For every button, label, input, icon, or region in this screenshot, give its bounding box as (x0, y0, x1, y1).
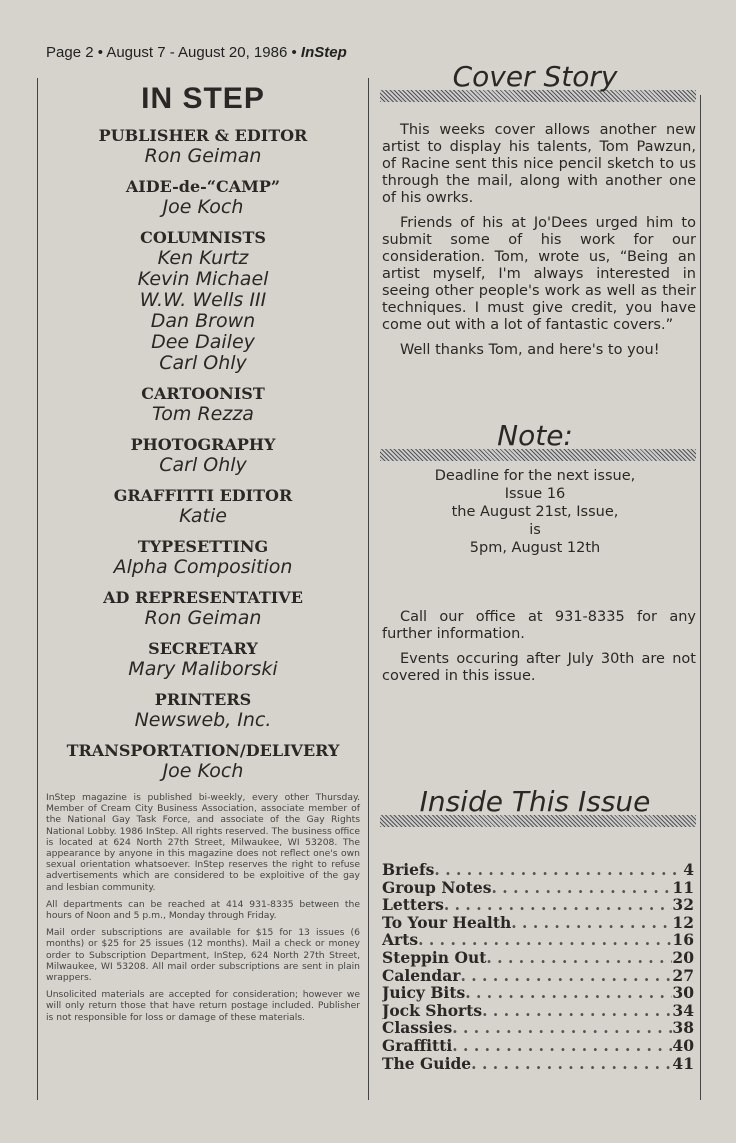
note-line: the August 21st, Issue, (451, 504, 619, 520)
toc-entry (382, 949, 694, 967)
staff-name: Katie (179, 505, 227, 527)
cover-story-paragraph: Friends of his at Jo'Dees urged him to submit some of his work for our consideration. Tom, wrote us, “Being an artist myself, I'm always interested in seeing other people's work as well as their techniques. I must give credit, you have come out with a lot of fantastic covers.” (382, 215, 696, 333)
inside-heading (370, 785, 700, 831)
leader-dots (486, 949, 672, 967)
note-line: 5pm, August 12th (469, 540, 601, 556)
toc-entry (382, 1019, 694, 1037)
leader-dots (452, 1037, 672, 1055)
leader-dots (482, 1002, 672, 1020)
staff-role: GRAFFITTI EDITOR (113, 486, 293, 505)
page-number: Page 2 (46, 44, 94, 61)
toc-label: Juicy Bits (382, 984, 466, 1002)
leader-dots (452, 1019, 672, 1037)
toc-page: 40 (672, 1036, 694, 1055)
toc-entry (382, 967, 694, 985)
right-column (370, 60, 700, 1072)
note-paragraph: Call our office at 931-8335 for any further information. (382, 609, 696, 642)
leader-dots (444, 896, 673, 914)
page-header (46, 44, 347, 61)
toc-entry (382, 861, 694, 879)
leader-dots (492, 879, 673, 897)
staff-role: TRANSPORTATION/DELIVERY (66, 741, 340, 760)
toc-page: 4 (683, 861, 694, 879)
toc-label: Group Notes (382, 878, 492, 897)
toc-page: 34 (672, 1001, 694, 1020)
inside-title: Inside This Issue (419, 785, 651, 818)
masthead-title: IN STEP (141, 82, 265, 115)
toc-page: 27 (672, 966, 694, 985)
toc-page: 38 (672, 1019, 694, 1037)
leader-dots (471, 1055, 672, 1073)
toc-page: 32 (672, 896, 694, 914)
bullet: • (291, 44, 297, 61)
staff-name: W.W. Wells III (139, 289, 267, 311)
toc-page: 16 (672, 931, 694, 949)
staff-role: SECRETARY (148, 639, 258, 658)
staff-name: Tom Rezza (152, 403, 254, 425)
fine-print-paragraph: Unsolicited materials are accepted for consideration; however we will only return those that have return postage included. Publisher is not responsible for loss or damage of these materials. (46, 989, 360, 1023)
right-border (700, 95, 701, 1100)
note-paragraph: Events occuring after July 30th are not covered in this issue. (382, 651, 696, 684)
staff-name: Newsweb, Inc. (134, 709, 272, 731)
staff-name: Dan Brown (150, 310, 256, 332)
staff-name: Kevin Michael (137, 268, 269, 290)
toc-label: Briefs (382, 861, 435, 879)
leader-dots (434, 861, 683, 879)
toc-label: The Guide (382, 1054, 472, 1073)
toc-page: 30 (672, 984, 694, 1002)
toc-label: Arts (382, 931, 419, 949)
toc-entry (382, 896, 694, 914)
column-divider (368, 78, 369, 1100)
leader-dots (465, 984, 672, 1002)
toc-entry (382, 1055, 694, 1073)
fine-print-paragraph: All departments can be reached at 414 931-8335 between the hours of Noon and 5 p.m., Monday through Friday. (46, 898, 360, 922)
toc-label: Jock Shorts (382, 1001, 483, 1020)
fine-print-paragraph: InStep magazine is published bi-weekly, every other Thursday. Member of Cream City Business Association, associate member of the National Gay Task Force, and associate of the Gay Rights National Lobby. 1986 InStep. All rights reserved. The business office is located at 624 North 27th Street, Milwaukee, WI 53208. The appearance by anyone in this magazine does not reflect one's own sexual orientation whatsoever. InStep reserves the right to refuse advertisements which are considered to be exploitive of the gay and lesbian community. (46, 792, 360, 893)
toc-entry (382, 984, 694, 1002)
toc-label: Steppin Out (382, 948, 487, 967)
toc-entry (382, 879, 694, 897)
staff-name: Alpha Composition (113, 556, 293, 578)
staff-name: Ron Geiman (144, 607, 262, 629)
toc-page: 41 (672, 1054, 694, 1073)
staff-name: Ron Geiman (144, 145, 262, 167)
staff-name: Carl Ohly (159, 352, 247, 374)
staff-list (38, 126, 368, 782)
cover-story-title: Cover Story (452, 60, 618, 93)
toc-entry (382, 914, 694, 932)
issue-dates: August 7 - August 20, 1986 (106, 44, 288, 61)
note-line: is (529, 522, 541, 538)
note-line: Deadline for the next issue, (434, 468, 636, 484)
note-line: Issue 16 (504, 486, 566, 502)
toc-entry (382, 931, 694, 949)
bullet: • (97, 44, 103, 61)
note-body (370, 609, 700, 685)
toc-label: Calendar (382, 966, 461, 985)
staff-role: COLUMNISTS (140, 228, 266, 247)
cover-story-heading (370, 60, 700, 106)
staff-role: PRINTERS (154, 690, 252, 709)
table-of-contents (370, 861, 700, 1072)
masthead (38, 78, 368, 1029)
staff-name: Joe Koch (162, 196, 244, 218)
toc-label: Graffitti (382, 1036, 453, 1055)
toc-label: To Your Health (382, 913, 512, 932)
note-title: Note: (497, 419, 573, 452)
note-deadline (370, 467, 700, 557)
toc-page: 12 (672, 913, 694, 932)
leader-dots (511, 914, 672, 932)
staff-role: PUBLISHER & EDITOR (98, 126, 308, 145)
toc-entry (382, 1002, 694, 1020)
staff-name: Ken Kurtz (157, 247, 249, 269)
leader-dots (418, 931, 672, 949)
toc-label: Letters (382, 896, 444, 914)
fine-print (46, 792, 360, 1023)
toc-entry (382, 1037, 694, 1055)
leader-dots (460, 967, 672, 985)
staff-role: AD REPRESENTATIVE (103, 588, 303, 607)
fine-print-paragraph: Mail order subscriptions are available for $15 for 13 issues (6 months) or $25 for 25 issues (12 months). Mail a check or money order to Subscription Department, InStep, 624 North 27th Street, Milwaukee, WI 53208. All mail order subscriptions are sent in plain wrappers. (46, 927, 360, 984)
publication-name: InStep (300, 44, 347, 61)
staff-role: TYPESETTING (137, 537, 269, 556)
toc-page: 11 (672, 878, 694, 897)
toc-label: Classies (382, 1019, 453, 1037)
staff-name: Joe Koch (162, 760, 244, 782)
staff-role: AIDE-de-“CAMP” (125, 177, 281, 196)
toc-page: 20 (672, 948, 694, 967)
note-heading (370, 419, 700, 465)
staff-name: Dee Dailey (151, 331, 255, 353)
staff-name: Mary Maliborski (128, 658, 278, 680)
staff-role: PHOTOGRAPHY (130, 435, 276, 454)
cover-story-paragraph: Well thanks Tom, and here's to you! (400, 342, 660, 358)
cover-story-body (370, 122, 700, 359)
staff-name: Carl Ohly (159, 454, 247, 476)
staff-role: CARTOONIST (141, 384, 265, 403)
cover-story-paragraph: This weeks cover allows another new artist to display his talents, Tom Pawzun, of Racine sent this nice pencil sketch to us through the mail, along with another one of his owrks. (382, 122, 696, 206)
